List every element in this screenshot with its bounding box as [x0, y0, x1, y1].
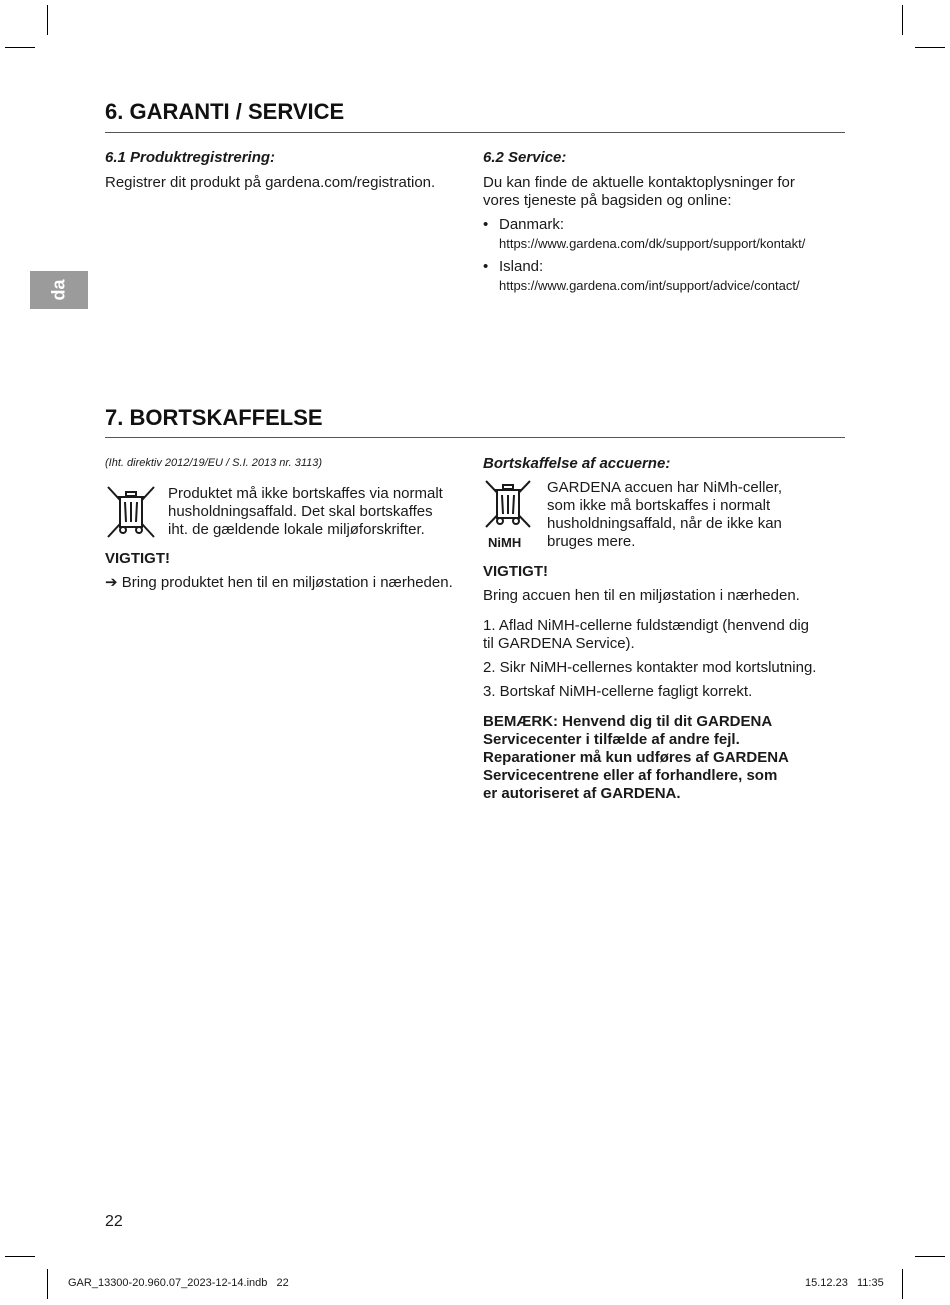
note-line: BEMÆRK: Henvend dig til dit GARDENA [483, 713, 773, 730]
page-number: 22 [105, 1213, 123, 1230]
note-text [483, 713, 789, 803]
crop-mark [915, 1256, 945, 1257]
crop-mark [902, 5, 903, 35]
text-line: som ikke må bortskaffes i normalt [547, 497, 771, 514]
service-text-line: vores tjeneste på bagsiden og online: [483, 192, 732, 209]
list-item [483, 617, 848, 653]
service-text [483, 174, 848, 294]
battery-disposal-text [547, 479, 782, 551]
crop-mark [47, 1269, 48, 1299]
bullet-icon: • [483, 258, 489, 275]
step-line: 1. Aflad NiMH-cellerne fuldstændigt (henvend dig [483, 617, 810, 634]
registration-heading: 6.1 Produktregistrering: [105, 149, 276, 166]
battery-action-text: Bring accuen hen til en miljøstation i nærheden. [483, 587, 800, 604]
section6-rule [105, 132, 845, 133]
nimh-label: NiMH [488, 535, 522, 550]
section7-title: 7. BORTSKAFFELSE [105, 405, 323, 430]
step-line: til GARDENA Service). [483, 635, 635, 652]
language-tab [30, 271, 88, 309]
crop-mark [902, 1269, 903, 1299]
product-disposal-text [168, 485, 443, 539]
service-text-line: Du kan finde de aktuelle kontaktoplysninger for [483, 174, 795, 191]
footer-date: 15.12.23 11:35 [805, 1277, 884, 1289]
service-heading: 6.2 Service: [483, 149, 567, 166]
crossed-bin-nimh-icon [484, 479, 532, 529]
text-line: bruges mere. [547, 533, 636, 550]
crop-mark [5, 47, 35, 48]
list-item: 2. Sikr NiMH-cellernes kontakter mod kortslutning. [483, 659, 817, 676]
text-line: husholdningsaffald. Det skal bortskaffes [168, 503, 433, 520]
note-line: er autoriseret af GARDENA. [483, 785, 681, 802]
crop-mark [915, 47, 945, 48]
list-item [483, 258, 848, 294]
steps-list [483, 617, 848, 701]
footer-file: GAR_13300-20.960.07_2023-12-14.indb 22 [68, 1277, 289, 1289]
battery-disposal-heading: Bortskaffelse af accuerne: [483, 455, 671, 472]
text-line: husholdningsaffald, når de ikke kan [547, 515, 782, 532]
battery-important-label: VIGTIGT! [483, 563, 548, 580]
list-item [483, 216, 848, 252]
text-line: GARDENA accuen har NiMh-celler, [547, 479, 783, 496]
support-link-dk[interactable]: https://www.gardena.com/dk/support/support/kontakt/ [499, 236, 806, 251]
section6-title: 6. GARANTI / SERVICE [105, 99, 345, 124]
crop-mark [47, 5, 48, 35]
country-label: Danmark: [499, 216, 565, 233]
country-label: Island: [499, 258, 544, 275]
crossed-bin-icon [106, 485, 156, 539]
important-label: VIGTIGT! [105, 550, 170, 567]
note-line: Reparationer må kun udføres af GARDENA [483, 749, 789, 766]
support-link-int[interactable]: https://www.gardena.com/int/support/advice/contact/ [499, 278, 800, 293]
list-item: 3. Bortskaf NiMH-cellerne fagligt korrekt. [483, 683, 753, 700]
product-action-text: ➔ Bring produktet hen til en miljøstation i nærheden. [105, 574, 453, 591]
registration-text: Registrer dit produkt på gardena.com/registration. [105, 174, 436, 191]
bullet-icon: • [483, 216, 489, 233]
text-line: iht. de gældende lokale miljøforskrifter. [168, 521, 425, 538]
section7-rule [105, 437, 845, 438]
crop-mark [5, 1256, 35, 1257]
directive-note: (Iht. direktiv 2012/19/EU / S.I. 2013 nr. 3113) [105, 457, 323, 469]
language-tab-label: da [48, 279, 69, 301]
note-line: Servicecenter i tilfælde af andre fejl. [483, 731, 740, 748]
note-line: Servicecentrene eller af forhandlere, som [483, 767, 778, 784]
text-line: Produktet må ikke bortskaffes via normalt [168, 485, 443, 502]
